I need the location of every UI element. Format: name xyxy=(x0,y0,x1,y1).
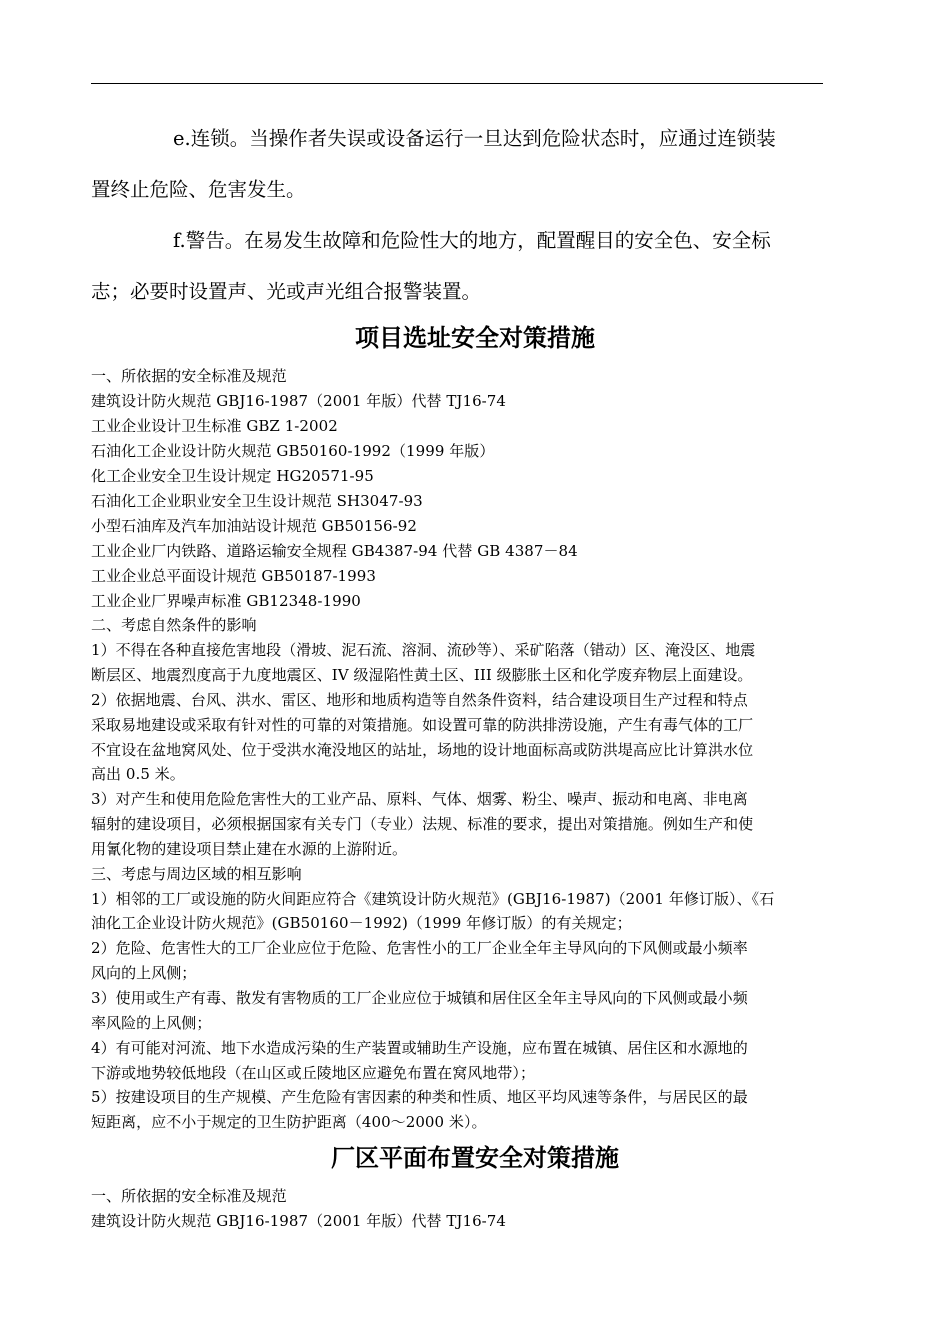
intro-paragraph-f: f.警告。在易发生故障和危险性大的地方，配置醒目的安全色、安全标 xyxy=(173,229,771,252)
text-line: 油化工企业设计防火规范》(GB50160－1992)（1999 年修订版）的有关规定； xyxy=(91,914,632,932)
text-line: 一、所依据的安全标准及规范 xyxy=(91,1187,287,1205)
text-line: 下游或地势较低地段（在山区或丘陵地区应避免布置在窝风地带）； xyxy=(91,1064,536,1082)
intro-paragraph-e: e.连锁。当操作者失误或设备运行一旦达到危险状态时，应通过连锁装 xyxy=(173,127,776,150)
text-line: 短距离，应不小于规定的卫生防护距离（400～2000 米）。 xyxy=(91,1113,487,1131)
text-line: 小型石油库及汽车加油站设计规范 GB50156-92 xyxy=(91,517,417,535)
header-rule xyxy=(91,83,823,84)
text-line: 工业企业设计卫生标准 GBZ 1-2002 xyxy=(91,417,338,435)
text-line: 一、所依据的安全标准及规范 xyxy=(91,367,287,385)
text-line: 率风险的上风侧； xyxy=(91,1014,212,1032)
section-title-site-selection: 项目选址安全对策措施 xyxy=(355,323,595,352)
intro-paragraph-e-cont: 置终止危险、危害发生。 xyxy=(91,178,306,201)
text-line: 4）有可能对河流、地下水造成污染的生产装置或辅助生产设施，应布置在城镇、居住区和水源地的 xyxy=(91,1039,748,1057)
text-line: 辐射的建设项目，必须根据国家有关专门（专业）法规、标准的要求，提出对策措施。例如生产和使 xyxy=(91,815,754,833)
text-line: 不宜设在盆地窝风处、位于受洪水淹没地区的站址，场地的设计地面标高或防洪堤高应比计算洪水位 xyxy=(91,741,754,759)
text-line: 建筑设计防火规范 GBJ16-1987（2001 年版）代替 TJ16-74 xyxy=(91,392,506,410)
text-line: 1）相邻的工厂或设施的防火间距应符合《建筑设计防火规范》(GBJ16-1987)（2001 年修订版）、《石 xyxy=(91,890,775,908)
text-line: 工业企业厂界噪声标准 GB12348-1990 xyxy=(91,592,361,610)
text-line: 3）对产生和使用危险危害性大的工业产品、原料、气体、烟雾、粉尘、噪声、振动和电离、非电离 xyxy=(91,790,748,808)
text-line: 断层区、地震烈度高于九度地震区、IV 级湿陷性黄土区、III 级膨胀土区和化学废弃物层上面建设。 xyxy=(91,666,753,684)
text-line: 2）依据地震、台风、洪水、雷区、地形和地质构造等自然条件资料，结合建设项目生产过程和特点 xyxy=(91,691,748,709)
text-line: 二、考虑自然条件的影响 xyxy=(91,616,257,634)
text-line: 化工企业安全卫生设计规定 HG20571-95 xyxy=(91,467,374,485)
text-line: 3）使用或生产有毒、散发有害物质的工厂企业应位于城镇和居住区全年主导风向的下风侧或最小频 xyxy=(91,989,748,1007)
text-line: 工业企业总平面设计规范 GB50187-1993 xyxy=(91,567,376,585)
text-line: 石油化工企业设计防火规范 GB50160-1992（1999 年版） xyxy=(91,442,495,460)
text-line: 石油化工企业职业安全卫生设计规范 SH3047-93 xyxy=(91,492,423,510)
section-title-plant-layout: 厂区平面布置安全对策措施 xyxy=(331,1143,619,1172)
text-line: 三、考虑与周边区域的相互影响 xyxy=(91,865,302,883)
text-line: 建筑设计防火规范 GBJ16-1987（2001 年版）代替 TJ16-74 xyxy=(91,1212,506,1230)
text-line: 5）按建设项目的生产规模、产生危险有害因素的种类和性质、地区平均风速等条件，与居民区的最 xyxy=(91,1088,748,1106)
text-line: 风向的上风侧； xyxy=(91,964,197,982)
text-line: 高出 0.5 米。 xyxy=(91,765,185,783)
text-line: 1）不得在各种直接危害地段（滑坡、泥石流、溶洞、流砂等）、采矿陷落（错动）区、淹没区、地震 xyxy=(91,641,756,659)
text-line: 工业企业厂内铁路、道路运输安全规程 GB4387-94 代替 GB 4387－84 xyxy=(91,542,578,560)
text-line: 用氰化物的建设项目禁止建在水源的上游附近。 xyxy=(91,840,408,858)
text-line: 2）危险、危害性大的工厂企业应位于危险、危害性小的工厂企业全年主导风向的下风侧或最小频率 xyxy=(91,939,748,957)
text-line: 采取易地建设或采取有针对性的可靠的对策措施。如设置可靠的防洪排涝设施，产生有毒气体的工厂 xyxy=(91,716,754,734)
intro-paragraph-f-cont: 志；必要时设置声、光或声光组合报警装置。 xyxy=(91,280,482,303)
